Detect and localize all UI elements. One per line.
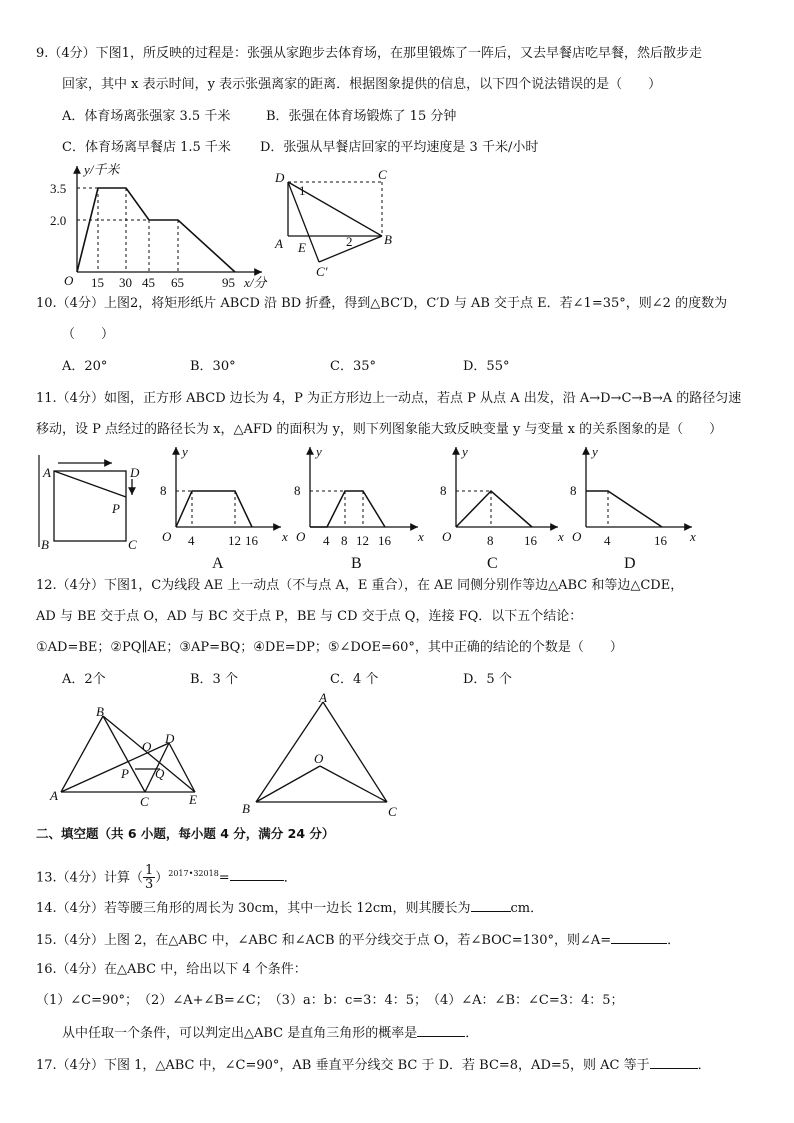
q11-square-figure xyxy=(36,455,151,555)
q11b-origin: O xyxy=(296,529,306,544)
q11b-ylabel: y xyxy=(316,444,322,459)
q16-text: 从中任取一个条件，可以判定出△ABC 是直角三角形的概率是 xyxy=(62,1026,418,1041)
q14-text: 14.（4分）若等腰三角形的周长为 30cm，其中一边长 12cm，则其腰长为 xyxy=(36,901,471,916)
q11a-origin: O xyxy=(162,529,172,544)
q9-graph-origin: O xyxy=(64,273,74,288)
q13-prefix: 13.（4分）计算（ xyxy=(36,870,143,886)
q13-fraction xyxy=(143,864,155,891)
q9-option-c: C．体育场离早餐店 1.5 千米 xyxy=(62,140,231,155)
q9-graph-xtick: 45 xyxy=(142,275,155,290)
q11c-origin: O xyxy=(442,529,452,544)
q17-stem xyxy=(36,1056,711,1074)
q12-label-p: P xyxy=(121,766,129,781)
q11-label-p: P xyxy=(112,501,120,516)
q12-equilateral-figure xyxy=(48,700,208,810)
q10-label-cprime: C′ xyxy=(316,264,328,279)
q12-label-o: O xyxy=(142,739,152,754)
q15-label-c: C xyxy=(388,804,397,819)
q11a-ylabel: y xyxy=(182,444,188,459)
q9-graph-xtick: 30 xyxy=(119,275,132,290)
section-fill-in-heading: 二、填空题（共 6 小题，每小题 4 分，满分 24 分） xyxy=(36,826,335,841)
q11a-caption: A xyxy=(212,555,224,572)
q9-distance-time-graph xyxy=(40,160,290,295)
q15-answer-blank[interactable] xyxy=(611,931,667,944)
q12-label-q: Q xyxy=(155,766,165,781)
q11c-xtick: 16 xyxy=(524,533,537,548)
q10-option-d: D．55° xyxy=(463,359,510,374)
q13-denominator: 3 xyxy=(144,877,154,893)
q9-stem-line2: 回家，其中 x 表示时间，y 表示张强离家的距离．根据图象提供的信息，以下四个说法错误的是（ ） xyxy=(62,77,662,92)
q13-numerator: 1 xyxy=(144,863,154,879)
q12-label-c: C xyxy=(140,794,149,809)
q9-option-a: A．体育场离张强家 3.5 千米 xyxy=(62,109,231,124)
q13-close-paren: ） xyxy=(155,870,169,886)
q9-stem-line1: 9.（4分）下图1，所反映的过程是：张强从家跑步去体育场，在那里锻炼了一阵后，又去早餐店吃早餐，然后散步走 xyxy=(36,46,702,61)
q13-end: ． xyxy=(283,870,297,886)
q15-label-a: A xyxy=(319,690,327,705)
q14-stem xyxy=(36,899,543,917)
q11d-xtick: 4 xyxy=(604,533,611,548)
q12-label-a: A xyxy=(50,788,58,803)
q9-graph-xlabel: x/分 xyxy=(244,275,267,290)
q15-label-o: O xyxy=(314,751,324,766)
q11b-xlabel: x xyxy=(418,529,424,544)
q15-text: 15.（4分）上图 2，在△ABC 中，∠ABC 和∠ACB 的平分线交于点 O，若∠BOC=130°，则∠A= xyxy=(36,933,612,948)
q16-stem-line1: 16.（4分）在△ABC 中，给出以下 4 个条件： xyxy=(36,962,307,977)
q12-option-d: D．5 个 xyxy=(463,672,512,687)
q16-answer-blank[interactable] xyxy=(417,1024,465,1037)
q11c-ylabel: y xyxy=(462,444,468,459)
q10-label-e: E xyxy=(298,240,306,255)
q12-label-d: D xyxy=(165,731,175,746)
q12-label-b: B xyxy=(96,704,104,719)
q13-answer-blank[interactable] xyxy=(230,868,284,881)
q10-option-b: B．30° xyxy=(190,359,236,374)
q12-option-c: C．4 个 xyxy=(330,672,379,687)
q12-stem-line3: ①AD=BE；②PQ∥AE；③AP=BQ；④DE=DP；⑤∠DOE=60°，其中正确的结论的个数是（ ） xyxy=(36,640,623,655)
q9-graph-ylabel: y/千米 xyxy=(84,162,120,177)
q11d-xlabel: x xyxy=(690,529,696,544)
q10-angle2: 2 xyxy=(346,234,353,249)
q11b-xtick: 12 xyxy=(356,533,369,548)
q12-stem-line1: 12.（4分）下图1，C为线段 AE 上一动点（不与点 A，E 重合），在 AE 同侧分别作等边△ABC 和等边△CDE， xyxy=(36,578,684,593)
q11-graph-c xyxy=(436,444,566,572)
q12-label-e: E xyxy=(189,792,197,807)
q11-stem-line2: 移动，设 P 点经过的路径长为 x，△AFD 的面积为 y，则下列图象能大致反映变量 y 与变量 x 的关系图象的是（ ） xyxy=(36,422,723,437)
q9-graph-xtick: 95 xyxy=(222,275,235,290)
q11a-xtick: 4 xyxy=(188,533,195,548)
q11c-xtick: 8 xyxy=(487,533,494,548)
q17-answer-blank[interactable] xyxy=(650,1056,698,1069)
q11-label-a: A xyxy=(43,465,51,480)
q16-stem-line3 xyxy=(62,1024,478,1042)
q9-option-b: B．张强在体育场锻炼了 15 分钟 xyxy=(266,109,457,124)
q11-label-b: B xyxy=(41,537,49,552)
q11b-ytick: 8 xyxy=(294,483,301,498)
q15-stem xyxy=(36,931,680,949)
q12-stem-line2: AD 与 BE 交于点 O，AD 与 BC 交于点 P，BE 与 CD 交于点 Q，连接 FQ．以下五个结论： xyxy=(36,609,583,624)
q10-angle1: 1 xyxy=(299,183,306,198)
q11b-xtick: 4 xyxy=(323,533,330,548)
q13-equals: = xyxy=(218,870,230,886)
q11b-caption: B xyxy=(351,555,362,572)
q10-stem-line2: （ ） xyxy=(62,327,115,342)
q13-exponent2: 2018 xyxy=(198,869,219,878)
q11b-xtick: 16 xyxy=(378,533,391,548)
q10-option-a: A．20° xyxy=(62,359,108,374)
q11b-xtick: 8 xyxy=(341,533,348,548)
q11a-ytick: 8 xyxy=(160,483,167,498)
q11-label-c: C xyxy=(128,537,137,552)
q10-option-c: C．35° xyxy=(330,359,376,374)
q11-graph-a xyxy=(156,444,291,572)
q11-graph-d xyxy=(566,444,706,572)
q9-option-d: D．张强从早餐店回家的平均速度是 3 千米/小时 xyxy=(260,140,539,155)
q12-option-b: B．3 个 xyxy=(190,672,238,687)
q10-label-d: D xyxy=(275,170,285,185)
q11d-ytick: 8 xyxy=(570,483,577,498)
q10-label-a: A xyxy=(275,236,283,251)
q14-answer-blank[interactable] xyxy=(471,899,511,912)
q11a-xlabel: x xyxy=(282,529,288,544)
q10-label-c: C xyxy=(378,167,387,182)
q10-fold-figure xyxy=(272,166,402,281)
q15-angle-bisector-figure xyxy=(236,690,406,820)
q11d-origin: O xyxy=(572,529,582,544)
q11a-xtick: 12 xyxy=(228,533,241,548)
q11d-caption: D xyxy=(624,555,636,572)
q9-graph-xtick: 15 xyxy=(91,275,104,290)
q11c-caption: C xyxy=(487,555,498,572)
q11c-ytick: 8 xyxy=(440,483,447,498)
q11d-ylabel: y xyxy=(592,444,598,459)
q11d-xtick: 16 xyxy=(654,533,667,548)
q9-graph-ytick: 2.0 xyxy=(50,213,67,228)
q11-stem-line1: 11.（4分）如图，正方形 ABCD 边长为 4，P 为正方形边上一动点，若点 P 从点 A 出发，沿 A→D→C→B→A 的路径匀速 xyxy=(36,391,742,406)
q10-label-b: B xyxy=(384,232,392,247)
q15-label-b: B xyxy=(242,801,250,816)
q11-graph-b xyxy=(290,444,430,572)
q16-end: ． xyxy=(465,1026,479,1041)
q17-end: ． xyxy=(697,1058,711,1073)
q13-exponent: 2017 xyxy=(168,869,189,878)
q11a-xtick: 16 xyxy=(245,533,258,548)
q15-end: ． xyxy=(667,933,681,948)
q9-graph-xtick: 65 xyxy=(171,275,184,290)
q11-label-d: D xyxy=(130,465,140,480)
q13-stem xyxy=(36,862,297,893)
q9-graph-ytick: 3.5 xyxy=(50,181,67,196)
q16-conditions: （1）∠C=90°； （2）∠A+∠B=∠C； （3）a：b：c=3：4：5； （4）∠A：∠B：∠C=3：4：5； xyxy=(36,993,624,1008)
q11c-xlabel: x xyxy=(558,529,564,544)
q12-option-a: A．2个 xyxy=(62,672,106,687)
q14-unit: cm． xyxy=(510,901,544,916)
q10-stem-line1: 10.（4分）上图2，将矩形纸片 ABCD 沿 BD 折叠，得到△BC′D，C′D 与 AB 交于点 E．若∠1=35°，则∠2 的度数为 xyxy=(36,296,728,311)
q13-mid: •3 xyxy=(188,869,199,878)
q17-text: 17.（4分）下图 1，△ABC 中，∠C=90°，AB 垂直平分线交 BC 于 D．若 BC=8，AD=5，则 AC 等于 xyxy=(36,1058,650,1073)
